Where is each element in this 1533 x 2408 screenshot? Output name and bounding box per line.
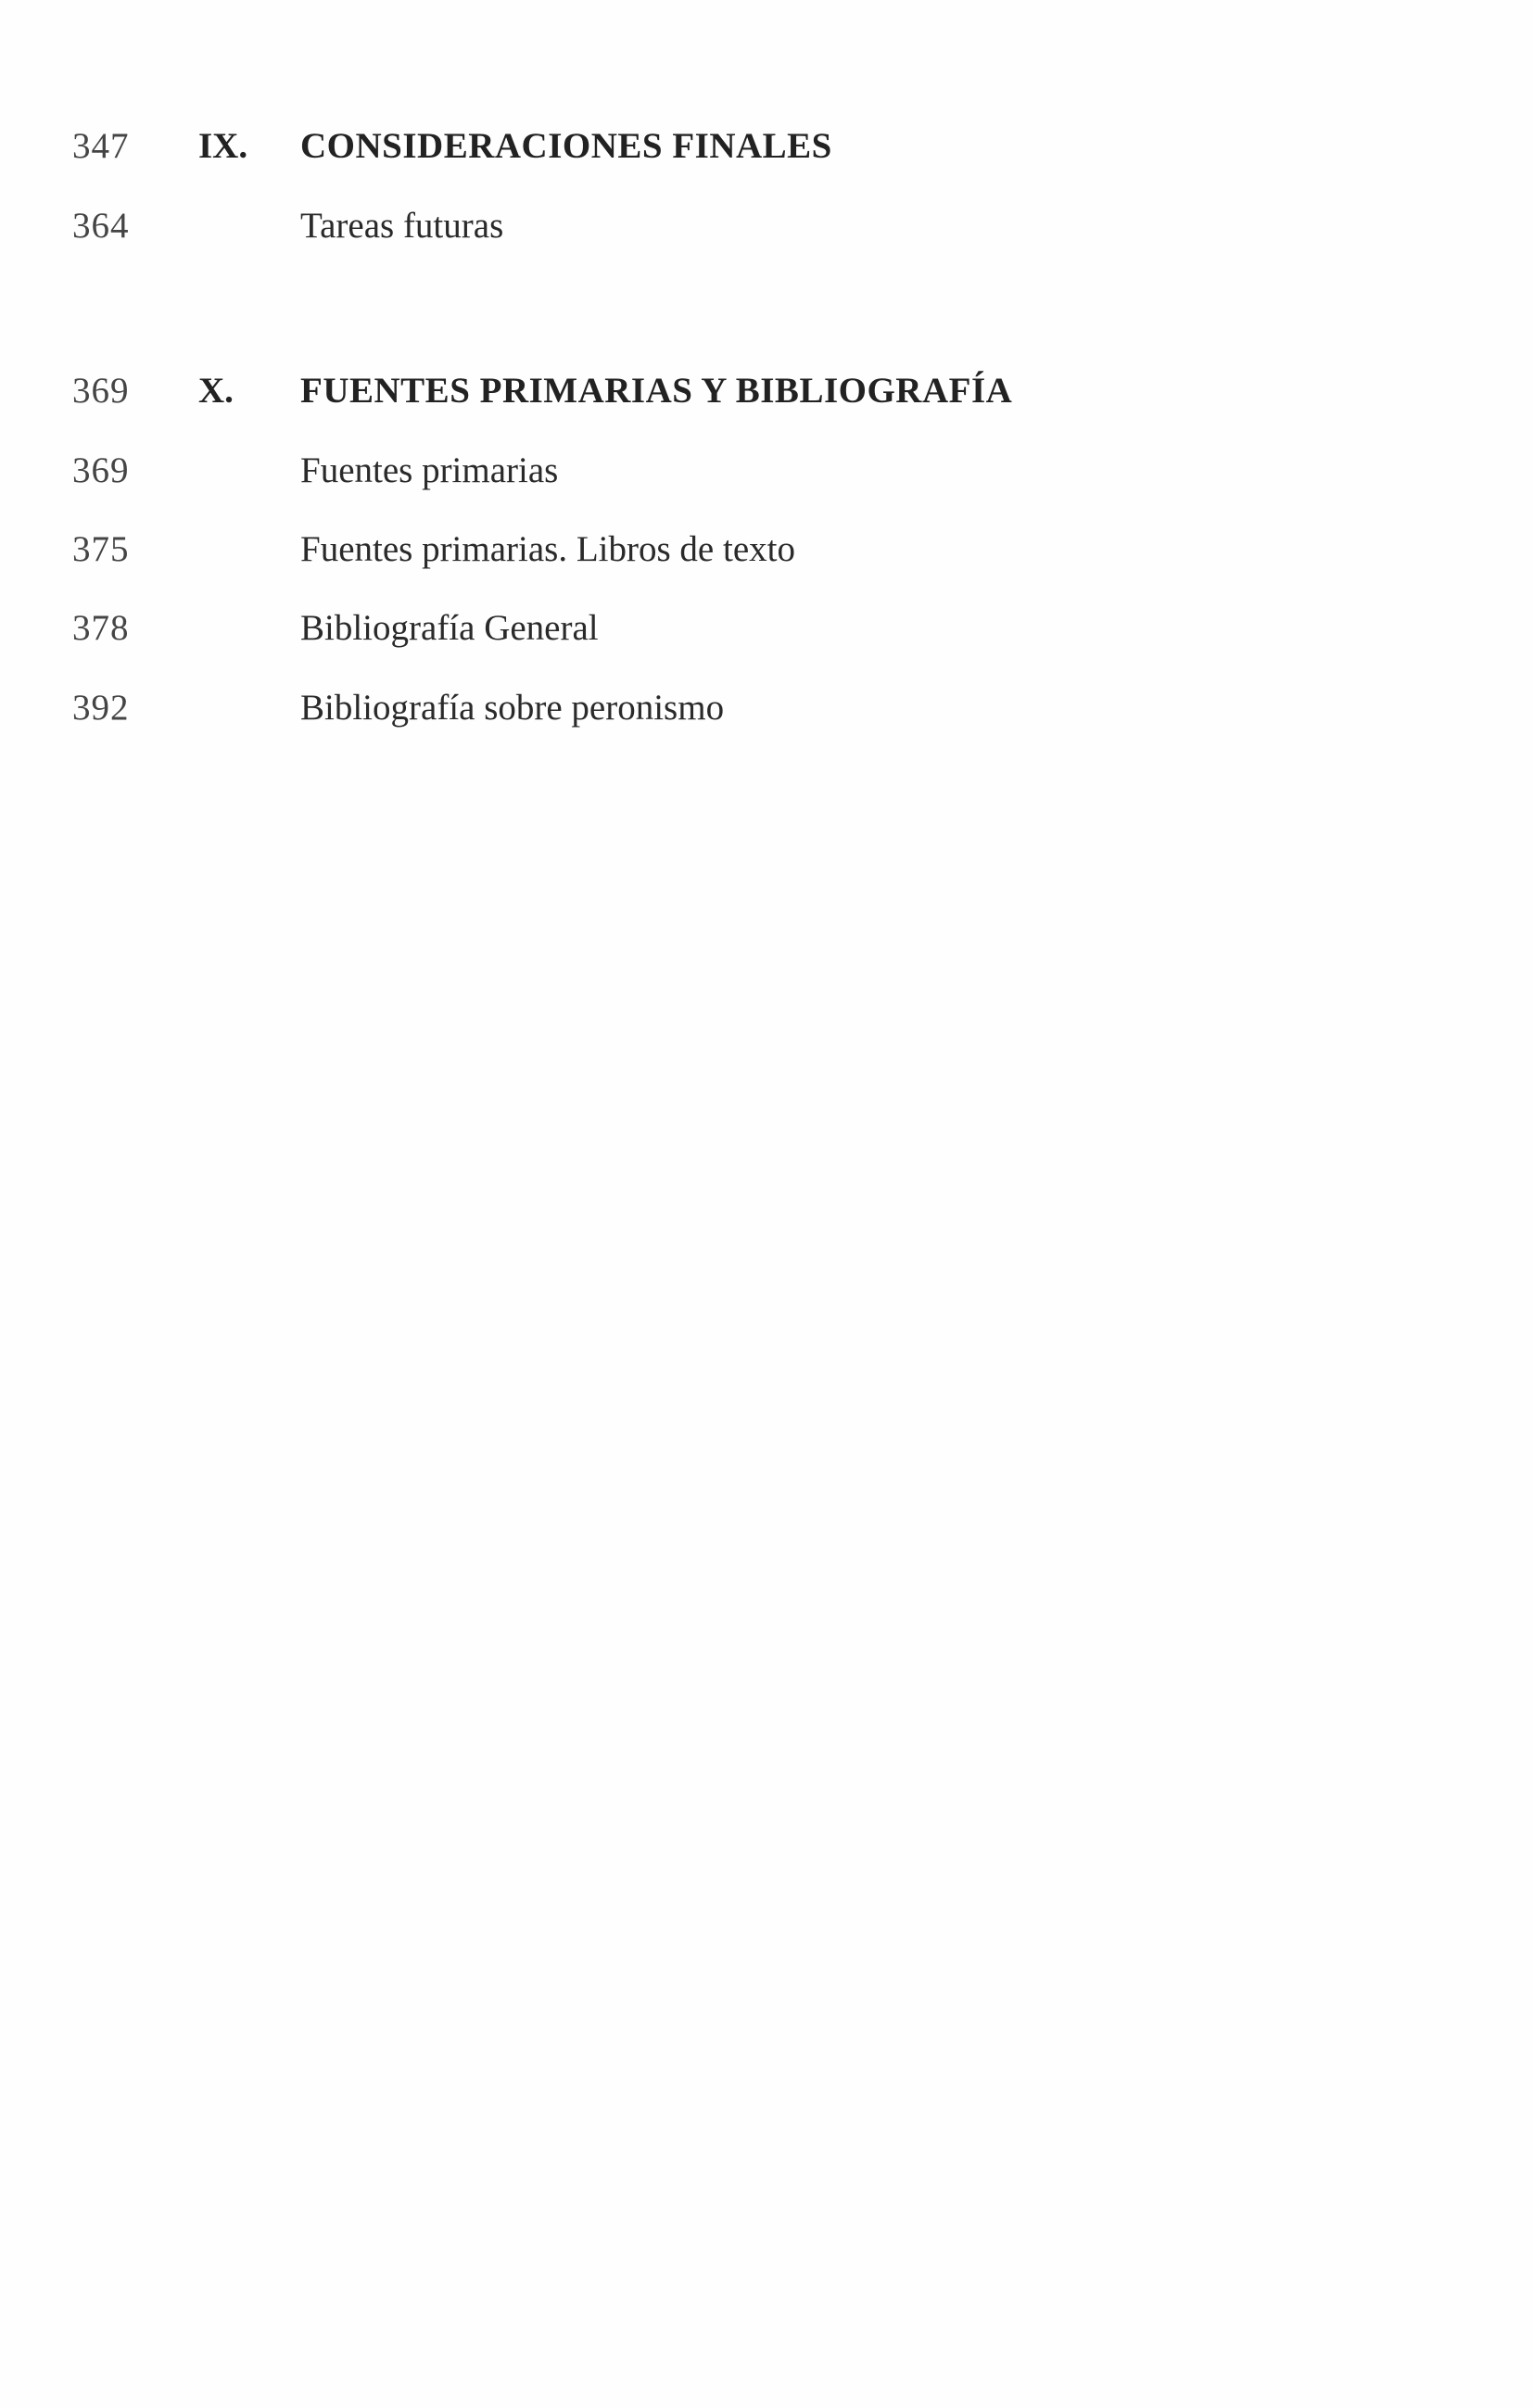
toc-page-number: 375 (72, 529, 130, 569)
toc-section-heading (0, 119, 1533, 174)
toc-page-number: 369 (72, 371, 130, 411)
toc-entry-title: Bibliografía General (300, 608, 599, 648)
toc-section-number: X. (198, 371, 234, 411)
toc-section-title: CONSIDERACIONES FINALES (300, 126, 832, 166)
toc-page-number: 392 (72, 688, 130, 728)
toc-page-number: 378 (72, 608, 130, 648)
toc-section-number: IX. (198, 126, 248, 166)
toc-section-title: FUENTES PRIMARIAS Y BIBLIOGRAFÍA (300, 371, 1013, 411)
toc-page-number: 347 (72, 126, 130, 166)
toc-entry-title: Tareas futuras (300, 206, 504, 246)
toc-entry (0, 680, 1533, 736)
toc-entry-title: Fuentes primarias. Libros de texto (300, 529, 795, 569)
toc-page-number: 364 (72, 206, 130, 246)
toc-entry (0, 443, 1533, 499)
toc-section-heading (0, 363, 1533, 419)
toc-entry-title: Bibliografía sobre peronismo (300, 688, 725, 728)
toc-entry-title: Fuentes primarias (300, 450, 559, 490)
toc-page-number: 369 (72, 450, 130, 490)
toc-entry (0, 522, 1533, 577)
toc-entry (0, 198, 1533, 254)
toc-entry (0, 601, 1533, 656)
